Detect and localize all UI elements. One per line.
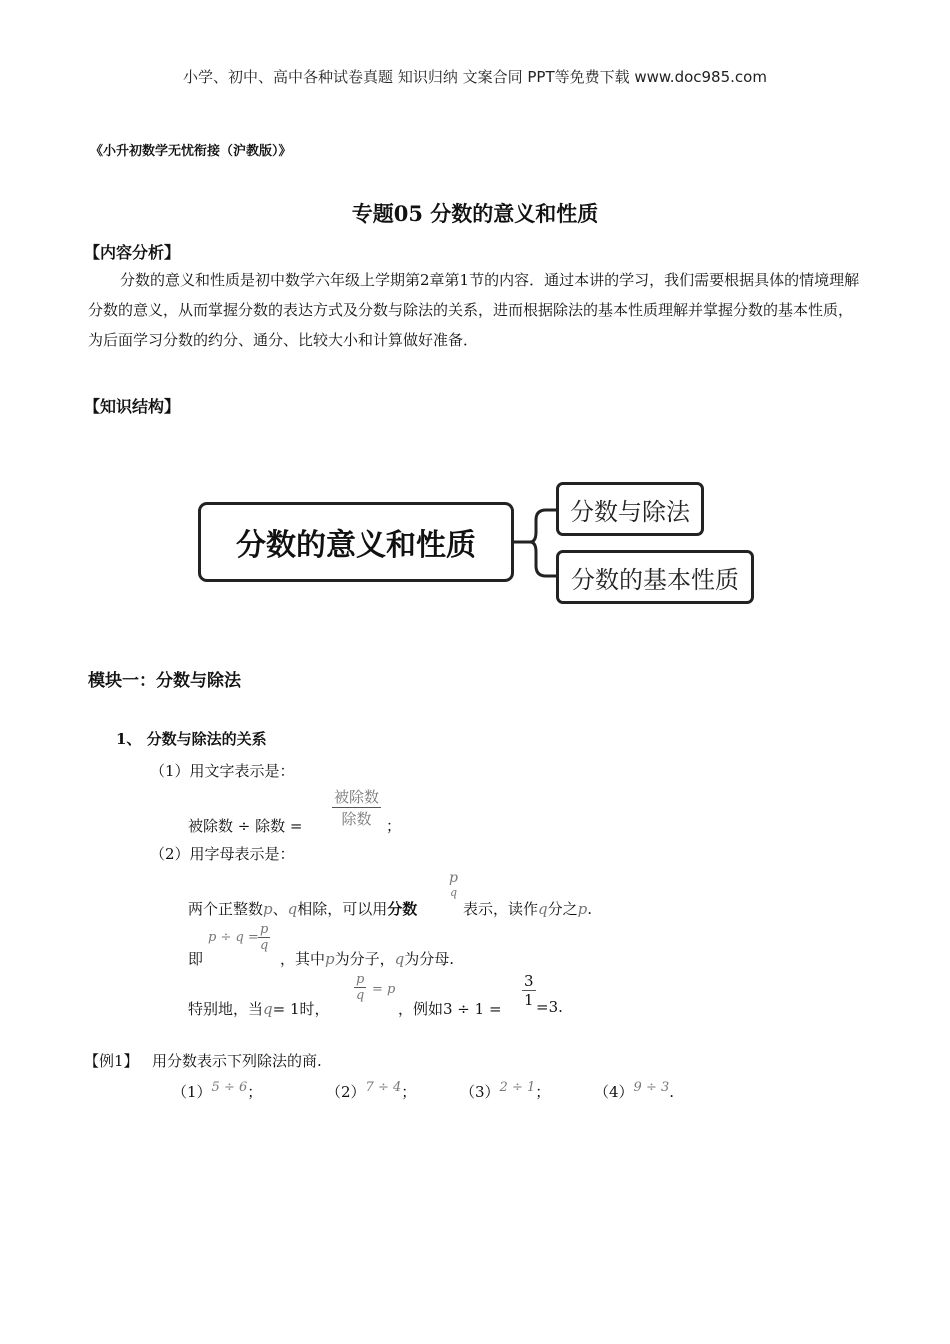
example1-item-1-end: ； — [247, 1083, 263, 1101]
example1-item-3-num: （3） — [460, 1083, 500, 1101]
mind-map-root: 分数的意义和性质 — [198, 502, 514, 582]
line1-frac-den: q — [449, 886, 457, 899]
knowledge-structure-heading: 【知识结构】 — [84, 397, 181, 416]
line2-frac-den: q — [260, 938, 269, 953]
line1-text-c: 表示，读作 — [463, 900, 539, 918]
line3-frac-num: p — [356, 972, 365, 987]
example1-item-2-expr: 7 ÷ 4 — [365, 1080, 402, 1095]
line1-p: p — [263, 900, 273, 918]
line3-text-b: = 1时， — [272, 1000, 330, 1018]
series-title: 《小升初数学无忧衔接（沪教版）》 — [90, 144, 292, 159]
words-end: ； — [386, 817, 402, 835]
line3-fraction — [354, 972, 366, 1003]
page-header: 小学、初中、高中各种试卷真题 知识归纳 文案合同 PPT等免费下载 www.doc985.com — [183, 68, 767, 86]
example1-item-1-expr: 5 ÷ 6 — [211, 1080, 248, 1095]
line1-end: . — [587, 900, 593, 918]
line2-text-c: 为分母. — [404, 950, 455, 968]
item1-heading: 1、 分数与除法的关系 — [116, 730, 267, 748]
example1-item-4-expr: 9 ÷ 3 — [633, 1080, 670, 1095]
letters-line3 — [188, 998, 330, 1019]
example1-item-3-expr: 2 ÷ 1 — [499, 1080, 536, 1095]
line1-p2: p — [577, 900, 588, 918]
example1-label: 【例1】 — [84, 1052, 139, 1070]
line1-frac-num: p — [449, 870, 458, 886]
letters-line2 — [280, 948, 454, 969]
line3-q: q — [263, 1000, 273, 1018]
line2-expression: p ÷ q = — [208, 930, 259, 945]
line3-example-fraction — [522, 972, 536, 1009]
line1-bold: 分数 — [387, 900, 418, 918]
line2-frac-num: p — [260, 922, 269, 937]
line3-frac-den: q — [356, 988, 365, 1003]
letters-line1 — [188, 898, 417, 919]
document-title: 专题05 分数的意义和性质 — [351, 201, 599, 226]
line2-q: q — [394, 950, 405, 968]
example1-text: 用分数表示下列除法的商. — [152, 1052, 322, 1070]
example1-item-1 — [172, 1080, 262, 1102]
line3-text-a: 特别地，当 — [188, 1000, 264, 1018]
words-fraction-numerator: 被除数 — [334, 788, 380, 806]
words-expression: 被除数 ÷ 除数 = — [188, 817, 303, 835]
letters-line1-tail — [463, 898, 592, 919]
example1-item-2-end: ； — [401, 1083, 417, 1101]
line1-q2: q — [538, 900, 548, 918]
line1-text-d: 分之 — [547, 900, 578, 918]
line2-ji: 即 — [188, 950, 204, 968]
example1-item-2 — [326, 1080, 416, 1102]
example1-item-3 — [460, 1080, 550, 1102]
module1-heading: 模块一：分数与除法 — [88, 671, 241, 691]
example1-item-4 — [594, 1080, 674, 1102]
example1-item-4-num: （4） — [594, 1083, 634, 1101]
line3-example-den: 1 — [524, 991, 534, 1009]
sub2-label: （2）用字母表示是： — [150, 845, 295, 863]
example1-item-4-end: . — [669, 1083, 675, 1101]
line2-p: p — [325, 950, 335, 968]
line3-example-num: 3 — [524, 972, 534, 990]
words-fraction-denominator: 除数 — [341, 810, 372, 828]
sub1-label: （1）用文字表示是： — [150, 762, 295, 780]
line2-text-b: 为分子， — [334, 950, 395, 968]
line1-fraction — [447, 870, 460, 899]
example1-item-3-end: ； — [535, 1083, 551, 1101]
line1-q: q — [287, 900, 298, 918]
content-analysis-heading: 【内容分析】 — [84, 243, 181, 262]
line3-text-c: ，例如3 ÷ 1 = — [398, 1000, 502, 1018]
line2-text-a: ，其中 — [280, 950, 326, 968]
content-analysis-body: 分数的意义和性质是初中数学六年级上学期第2章第1节的内容．通过本讲的学习，我们需要根据具体的情境理解分数的意义，从而掌握分数的表达方式及分数与除法的关系，进而根据除法的基本性质理解并掌握分数的基本性质，为后面学习分数的约分、通分、比较大小和计算做好准备． — [88, 271, 860, 349]
mind-map-branch-fraction-division: 分数与除法 — [556, 482, 704, 536]
words-fraction — [332, 786, 381, 829]
line2-fraction — [258, 922, 270, 953]
line3-eq: = p — [372, 982, 396, 997]
example1-item-1-num: （1） — [172, 1083, 212, 1101]
line3-text-d: =3. — [536, 998, 563, 1016]
mind-map-branch-basic-property: 分数的基本性质 — [556, 550, 754, 604]
line1-text-a: 两个正整数 — [188, 900, 264, 918]
line1-text-b: 相除，可以用 — [297, 900, 388, 918]
example1-item-2-num: （2） — [326, 1083, 366, 1101]
line1-sep: 、 — [272, 900, 288, 918]
